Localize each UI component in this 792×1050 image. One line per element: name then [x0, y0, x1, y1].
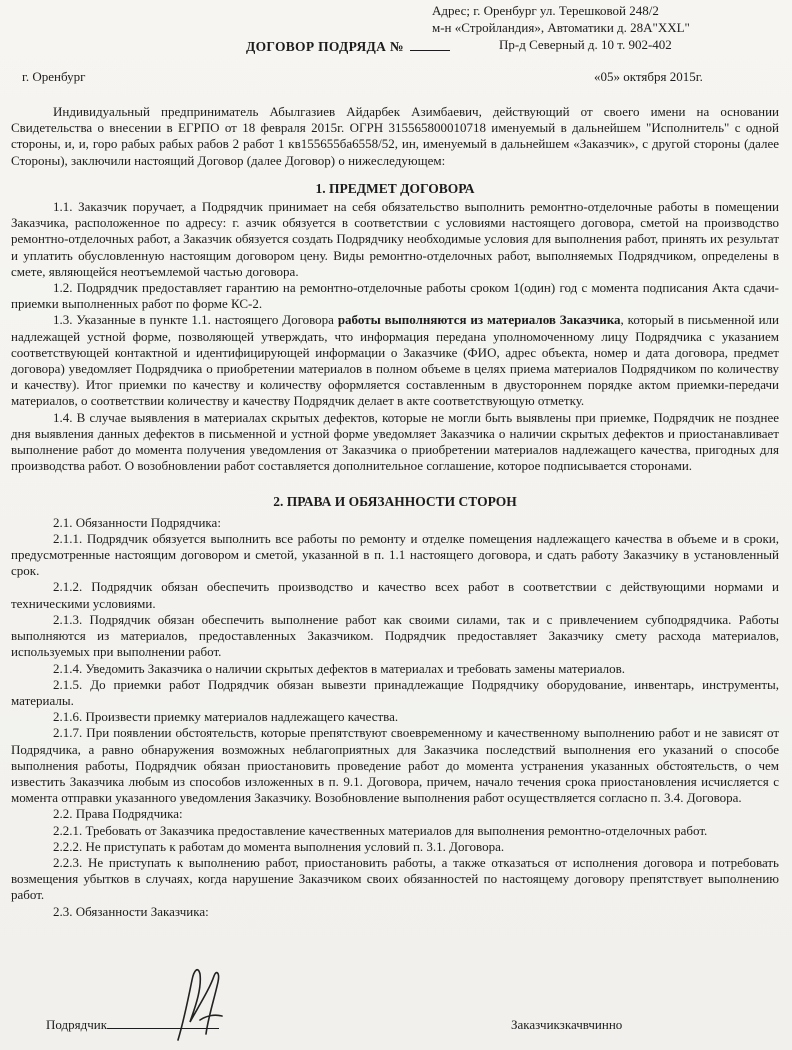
- clause-1-2: 1.2. Подрядчик предоставляет гарантию на ремонтно-отделочные работы сроком 1(один) год с момента подписания Акта сдачи-приемки выполненных работ по форме КС-2.: [11, 280, 779, 312]
- clause-1-3-start: 1.3. Указанные в пункте 1.1. настоящего Договора: [53, 312, 334, 328]
- preamble: Индивидуальный предприниматель Абылгазиев Айдарбек Азимбаевич, действующий от своего имени на основании Свидетельства о внесении в ЕГРПО от 18 февраля 2015г. ОГРН 315565800010718 именуемый в дальнейшем "Исполнитель" с одной стороны, и, и, горо рабых рабых рабов 2 работ 1 кв155655ба6558/52, ин, именуемый в дальнейшем «Заказчик», с другой стороны (далее Стороны), заключили настоящий Договор (далее Договор) о нижеследующем:: [11, 104, 779, 168]
- contract-date: «05» октября 2015г.: [594, 69, 703, 84]
- city: г. Оренбург: [22, 69, 86, 84]
- clause-2-1-6: 2.1.6. Произвести приемку материалов надлежащего качества.: [53, 709, 399, 725]
- title-text: ДОГОВОР ПОДРЯДА №: [246, 39, 404, 54]
- address-line: Пр-д Северный д. 10 т. 902-402: [499, 37, 672, 52]
- address-block: [432, 2, 732, 53]
- clause-2-2: 2.2. Права Подрядчика:: [53, 806, 183, 822]
- address-line: м-н «Стройландия», Автоматики д. 28А"XXL": [432, 20, 690, 35]
- section-2-title: 2. ПРАВА И ОБЯЗАННОСТИ СТОРОН: [273, 494, 517, 510]
- clause-1-1: 1.1. Заказчик поручает, а Подрядчик принимает на себя обязательство выполнить ремонтно-отделочные работы в помещении Заказчика, расположенное по адресу: г. азчик обязуется в соответствии с условиями настоящего договора, сметой на производство ремонтно-отделочных работ, а Заказчик обязуется создать Подрядчику необходимые условия для выполнения работ, принять их результат и уплатить обусловленную настоящим договором цену. Виды ремонтно-отделочных работ, выполняемых Подрядчиком, определены в смете, являющейся неотъемлемой частью договора.: [11, 199, 779, 279]
- contract-number-blank: [410, 39, 450, 51]
- contractor-label: Подрядчик: [46, 1017, 108, 1032]
- clause-2-1: 2.1. Обязанности Подрядчика:: [53, 514, 221, 530]
- clause-2-3: 2.3. Обязанности Заказчика:: [53, 903, 209, 919]
- clause-2-2-3: 2.2.3. Не приступать к выполнению работ, приостановить работы, а также отказаться от исполнения договора и потребовать возмещения убытков в случаях, когда нарушение Заказчиком своих обязанностей по настоящему договору препятствует выполнению работ.: [11, 854, 779, 903]
- clause-1-4: 1.4. В случае выявления в материалах скрытых дефектов, которые не могли быть выявлены при приемке, Подрядчик не позднее дня выявления данных дефектов в письменной и устной форме уведомляет Заказчика о наличии скрытых дефектов и приостанавливает выполнение работ до момента получения уведомления от Заказчика о приобретении материалов надлежащего качества, пригодных для производства работ. О возобновлении работ составляется дополнительное соглашение, которое подписывается сторонами.: [11, 409, 779, 474]
- document-title: [246, 39, 450, 55]
- clause-1-3: [11, 312, 779, 409]
- contractor-signature-line: [107, 1017, 219, 1029]
- clause-2-1-4: 2.1.4. Уведомить Заказчика о наличии скрытых дефектов в материалах и требовать замены материалов.: [53, 660, 626, 676]
- handwritten-signature: [170, 960, 230, 1050]
- section-1-title: 1. ПРЕДМЕТ ДОГОВОРА: [315, 180, 475, 196]
- clause-2-1-1: 2.1.1. Подрядчик обязуется выполнить все работы по ремонту и отделке помещения надлежащего качества в объеме и в сроки, предусмотренные настоящим договором и сметой, указанной в п. 1.1 настоящего договора, и сдать работу Заказчику в установленный срок.: [11, 530, 779, 579]
- clause-2-1-2: 2.1.2. Подрядчик обязан обеспечить производство и качество всех работ в соответствии с действующими нормами и техническими условиями.: [11, 579, 779, 611]
- contractor-signature: [46, 1017, 219, 1033]
- clause-1-3-end: , который в письменной или надлежащей устной форме, позволяющей утверждать, что информация передана уполномоченному лицу Подрядчика с указанием соответствующей контактной и идентифицирующей информации о Заказчике (ФИО, адрес объекта, номер и дата договора, предмет договора) уведомляет Подрядчика о приобретении материалов в полном объеме в целях приема материалов Подрядчиком по количеству и качеству). Итог приемки по качеству и количеству оформляется составленным в двустороннем порядке актом приемки-передачи материалов, о соответствии количеству и качеству Подрядчик делает в акте соответствующую отметку.: [11, 312, 779, 409]
- customer-label: Заказчикзкачвчинно: [511, 1017, 623, 1032]
- customer-signature: [511, 1017, 622, 1033]
- clause-2-1-5: 2.1.5. До приемки работ Подрядчик обязан вывезти принадлежащие Подрядчику оборудование, инвентарь, инструменты, материалы.: [11, 676, 779, 708]
- clause-2-1-7: 2.1.7. При появлении обстоятельств, которые препятствуют своевременному и качественному выполнению работ и не зависят от Подрядчика, а равно обнаружения возможных неблагоприятных для Заказчика последствий выполнения его указаний о способе выполнения работы, Подрядчик обязан приостановить проведение работ до момента устранения указанных обстоятельств, о чем известить Заказчика любым из способов изложенных в п. 9.1. Договора, причем, начало течения срока приостановления исчисляется с момента отправки указанного уведомления Заказчику. Возобновление выполнения работ осуществляется согласно п. 3.4. Договора.: [11, 725, 779, 806]
- clause-2-2-2: 2.2.2. Не приступать к работам до момента выполнения условий п. 3.1. Договора.: [53, 838, 505, 854]
- clause-2-2-1: 2.2.1. Требовать от Заказчика предоставление качественных материалов для выполнения ремонтно-отделочных работ.: [53, 822, 708, 838]
- address-line: Адрес; г. Оренбург ул. Терешковой 248/2: [432, 3, 659, 18]
- contract-body: [11, 104, 779, 920]
- clause-1-3-bold: работы выполняются из материалов Заказчика: [337, 312, 621, 328]
- clause-2-1-3: 2.1.3. Подрядчик обязан обеспечить выполнение работ как своими силами, так и с привлечением субподрядчика. Работы выполняются из материалов, предоставленных Заказчиком. Подрядчик предоставляет Заказчику смету расхода материалов, используемых при выполнении работ.: [11, 611, 779, 660]
